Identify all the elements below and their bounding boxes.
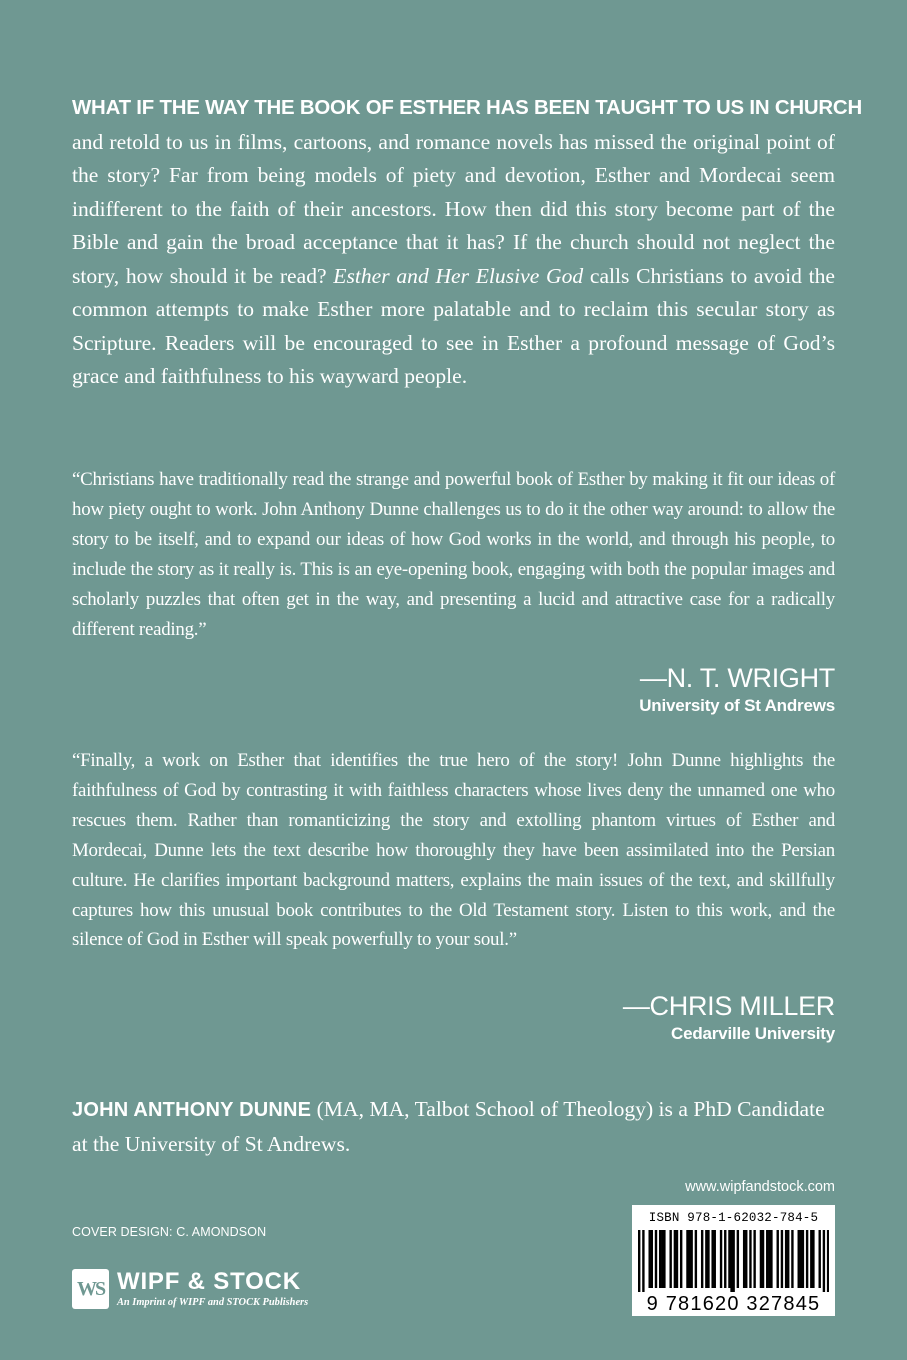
barcode-bar — [770, 1230, 772, 1288]
barcode-bar — [781, 1230, 783, 1288]
barcode-bar — [638, 1230, 640, 1292]
barcode-bar — [787, 1230, 789, 1288]
barcode-bar — [810, 1230, 812, 1288]
barcode-bar — [676, 1230, 678, 1288]
barcode-bar — [766, 1230, 768, 1288]
barcode-bar — [762, 1230, 764, 1288]
barcode-bar — [732, 1230, 734, 1292]
barcode-bar — [720, 1230, 722, 1288]
barcode-bar — [701, 1230, 703, 1288]
endorsement-quote-miller: “Finally, a work on Esther that identifies the true hero of the story! John Dunne highlights the faithfulness of God by contrasting it with faithless characters whose lives deny the unnamed one who rescues them. Rather than romanticizing the story and extolling phantom virtues of Esther and Mordecai, Dunne lets the text describe how thoroughly they have been assimilated into the Persian culture. He clarifies important background matters, explains the main issues of the text, and skillfully captures how this unusual book contributes to the Old Testament story. Listen to this work, and the silence of God in Esther will speak powerfully to your soul.” — [72, 750, 835, 951]
barcode-bar — [745, 1230, 747, 1288]
barcode-bar — [806, 1230, 808, 1288]
barcode-bar — [791, 1230, 793, 1288]
barcode-bar — [768, 1230, 770, 1288]
barcode-bar — [661, 1230, 663, 1288]
barcode-bar — [705, 1230, 707, 1288]
barcode-bar — [812, 1230, 814, 1288]
publisher-imprint: An Imprint of WIPF and STOCK Publishers — [117, 1297, 309, 1308]
barcode-bar — [737, 1230, 739, 1288]
endorsement-attribution-wright — [639, 662, 835, 718]
barcode-bar — [827, 1230, 829, 1292]
barcode-bar — [819, 1230, 821, 1288]
endorser-institution: Cedarville University — [671, 1024, 835, 1043]
book-description — [72, 92, 862, 394]
barcode-bar — [749, 1230, 751, 1288]
endorser-name: —CHRIS MILLER — [622, 991, 835, 1021]
barcode-bar — [728, 1230, 730, 1288]
barcode-bar — [785, 1230, 787, 1288]
barcode-bar — [642, 1230, 644, 1292]
barcode-bar — [707, 1230, 709, 1288]
barcode-bars-icon — [638, 1230, 829, 1292]
publisher-website: www.wipfandstock.com — [685, 1179, 835, 1195]
barcode-bar — [743, 1230, 745, 1288]
endorser-name: —N. T. WRIGHT — [639, 663, 835, 693]
barcode-bar — [651, 1230, 653, 1288]
author-name: JOHN ANTHONY DUNNE — [72, 1099, 312, 1121]
barcode-bar — [659, 1230, 661, 1288]
barcode-bar — [724, 1230, 726, 1288]
barcode-bar — [802, 1230, 804, 1288]
barcode-bar — [686, 1230, 688, 1288]
barcode-bar — [688, 1230, 690, 1288]
barcode-bar — [760, 1230, 762, 1288]
barcode-bar — [690, 1230, 692, 1288]
description-text-part-1: and retold to us in films, cartoons, and romance novels has missed the original point of the story? Far from being models of piety and devotion, Esther and Mordecai seem indifferent to the faith of their ancestors. How then did this story become part of the Bible and gain the broad acceptance that it has? If the church should not neglect the story, how should it be read? — [72, 129, 835, 288]
barcode-bar — [680, 1230, 682, 1288]
description-text-part-2: calls Christians to avoid the common attempts to make Esther more palatable and to reclaim this secular story as Scripture. Readers will be encouraged to see in Esther a profound message of God’s grace and faithfulness to his wayward people. — [72, 263, 835, 388]
barcode-bar — [695, 1230, 697, 1288]
barcode-bar — [777, 1230, 779, 1288]
endorsement-attribution-miller — [623, 990, 835, 1046]
isbn-barcode — [632, 1205, 835, 1316]
barcode-digits: 9 781620 327845 — [646, 1293, 821, 1315]
endorser-institution: University of St Andrews — [639, 696, 835, 715]
publisher-name: WIPF & STOCK — [117, 1268, 301, 1295]
endorsement-quote-wright: “Christians have traditionally read the strange and powerful book of Esther by making it fit our ideas of how piety ought to work. John Anthony Dunne challenges us to do it the other way around: to allow the story to be itself, and to expand our ideas of how God works in the world, and through his people, to include the story as it really is. This is an eye-opening book, engaging with both the popular images and scholarly puzzles that often get in the way, and presenting a lucid and attractive case for a radically different reading.” — [72, 469, 835, 640]
barcode-bar — [800, 1230, 802, 1288]
barcode-bar — [663, 1230, 665, 1288]
barcode-bar — [655, 1230, 657, 1288]
barcode-bar — [730, 1230, 732, 1292]
author-bio-text: (MA, MA, Talbot School of Theology) is a PhD Candidate at the University of St Andrews. — [72, 1097, 825, 1156]
ws-logo-icon: WS — [72, 1269, 109, 1309]
barcode-bar — [674, 1230, 676, 1288]
barcode-bar — [669, 1230, 671, 1288]
isbn-label: ISBN 978-1-62032-784-5 — [648, 1211, 819, 1225]
barcode-bar — [714, 1230, 716, 1288]
cover-design-credit: COVER DESIGN: C. AMONDSON — [72, 1225, 267, 1239]
barcode-bar — [648, 1230, 650, 1288]
barcode-bar — [798, 1230, 800, 1288]
barcode-bar — [823, 1230, 825, 1292]
author-bio — [72, 1092, 842, 1161]
book-title-italic: Esther and Her Elusive God — [333, 263, 584, 288]
publisher-logo — [72, 1269, 382, 1315]
barcode-bar — [753, 1230, 755, 1288]
description-lead-heading: WHAT IF THE WAY THE BOOK OF ESTHER HAS BEEN TAUGHT TO US IN CHURCH — [72, 97, 862, 119]
barcode-bar — [711, 1230, 713, 1288]
